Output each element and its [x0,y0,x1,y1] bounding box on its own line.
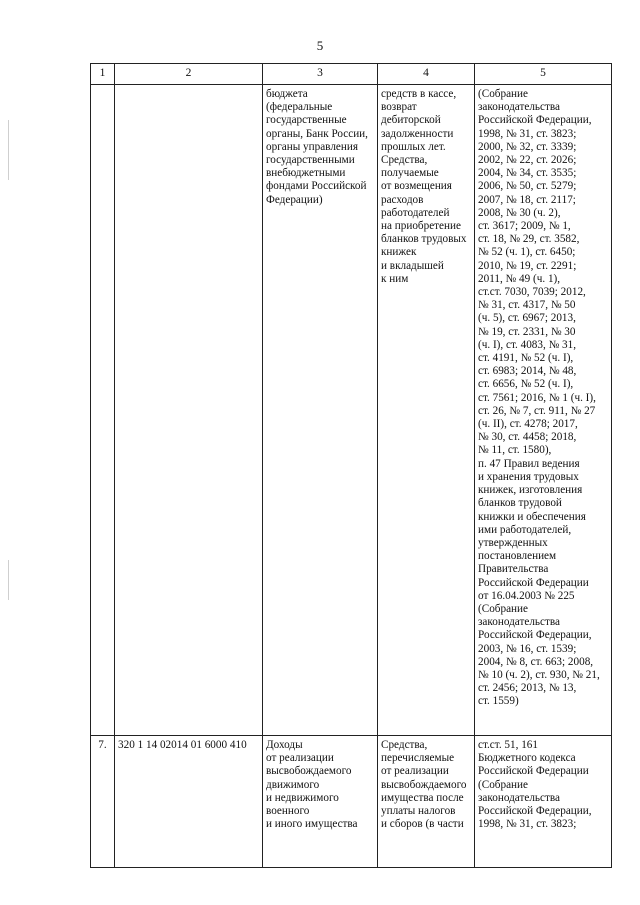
column-header-3: 3 [263,64,378,85]
income-name-cell [263,736,378,868]
income-name: Доходы от реализации высвобождаемого движимого и недвижимого военного и иного имущества [266,739,358,831]
budget-code [115,85,262,90]
row-number [91,85,114,90]
column-header-2: 2 [115,64,263,85]
scan-margin-line [8,560,9,600]
legal-basis: ст.ст. 51, 161 Бюджетного кодекса Российской Федерации (Собрание законодательства Российской Федерации, 1998, № 31, ст. 3823; [478,739,592,831]
row-number-cell [91,736,115,868]
income-name: бюджета (федеральные государственные органы, Банк России, органы управления государственными внебюджетными фондами Российской Федерации) [266,88,368,206]
legal-basis: (Собрание законодательства Российской Федерации, 1998, № 31, ст. 3823; 2000, № 32, ст. 3339; 2002, № 22, ст. 2026; 2004, № 34, ст. 3535; 2006, № 50, ст. 5279; 2007, № 18, ст. 2117; 2008, № 30 (ч. 2), ст. 3617; 2009, № 1, ст. 18, № 29, ст. 3582, № 52 (ч. 1), ст. 6450; 2010, № 19, ст. 2291; 2011, № 49 (ч. 1), ст.ст. 7030, 7039; 2012, № 31, ст. 4317, № 50 (ч. 5), ст. 6967; 2013, № 19, ст. 2331, № 30 (ч. I), ст. 4083, № 31, ст. 4191, № 52 (ч. I), ст. 6983; 2014, № 48, ст. 6656, № 52 (ч. I), ст. 7561; 2016, № 1 (ч. I), ст. 26, № 7, ст. 911, № 27 (ч. II), ст. 4278; 2017, № 30, ст. 4458; 2018, № 11, ст. 1580), п. 47 Правил ведения и хранения трудовых книжек, изготовления бланков трудовой книжки и обеспечения ими работодателей, утвержденных постановлением Правительства Российской Федерации от 16.04.2003 № 225 (Собрание законодательства Российской Федерации, 2003, № 16, ст. 1539; 2004, № 8, ст. 663; 2008, № 10 (ч. 2), ст. 930, № 21, ст. 2456; 2013, № 13, ст. 1559) [478,88,600,708]
row-number-cell [91,85,115,736]
income-description: Средства, перечисляемые от реализации высвобождаемого имущества после уплаты налогов и сборов (в части [381,739,467,831]
table-row [91,736,612,868]
budget-code: 320 1 14 02014 01 6000 410 [118,739,247,751]
scan-margin-line [8,120,9,180]
row-number: 7. [98,739,107,751]
legal-basis-cell [475,736,612,868]
column-header-1: 1 [91,64,115,85]
legal-basis-cell [475,85,612,736]
income-description: средств в кассе, возврат дебиторской задолженности прошлых лет. Средства, получаемые от возмещения расходов работодателей на приобретение бланков трудовых книжек и вкладышей к ним [381,88,467,285]
table-row [91,85,612,736]
income-name-cell [263,85,378,736]
description-cell [378,85,475,736]
budget-code-cell [115,85,263,736]
description-cell [378,736,475,868]
column-header-4: 4 [378,64,475,85]
budget-code-cell [115,736,263,868]
page-number: 5 [316,38,324,53]
document-table [90,63,612,868]
table-header-row [91,64,612,85]
column-header-5: 5 [475,64,612,85]
